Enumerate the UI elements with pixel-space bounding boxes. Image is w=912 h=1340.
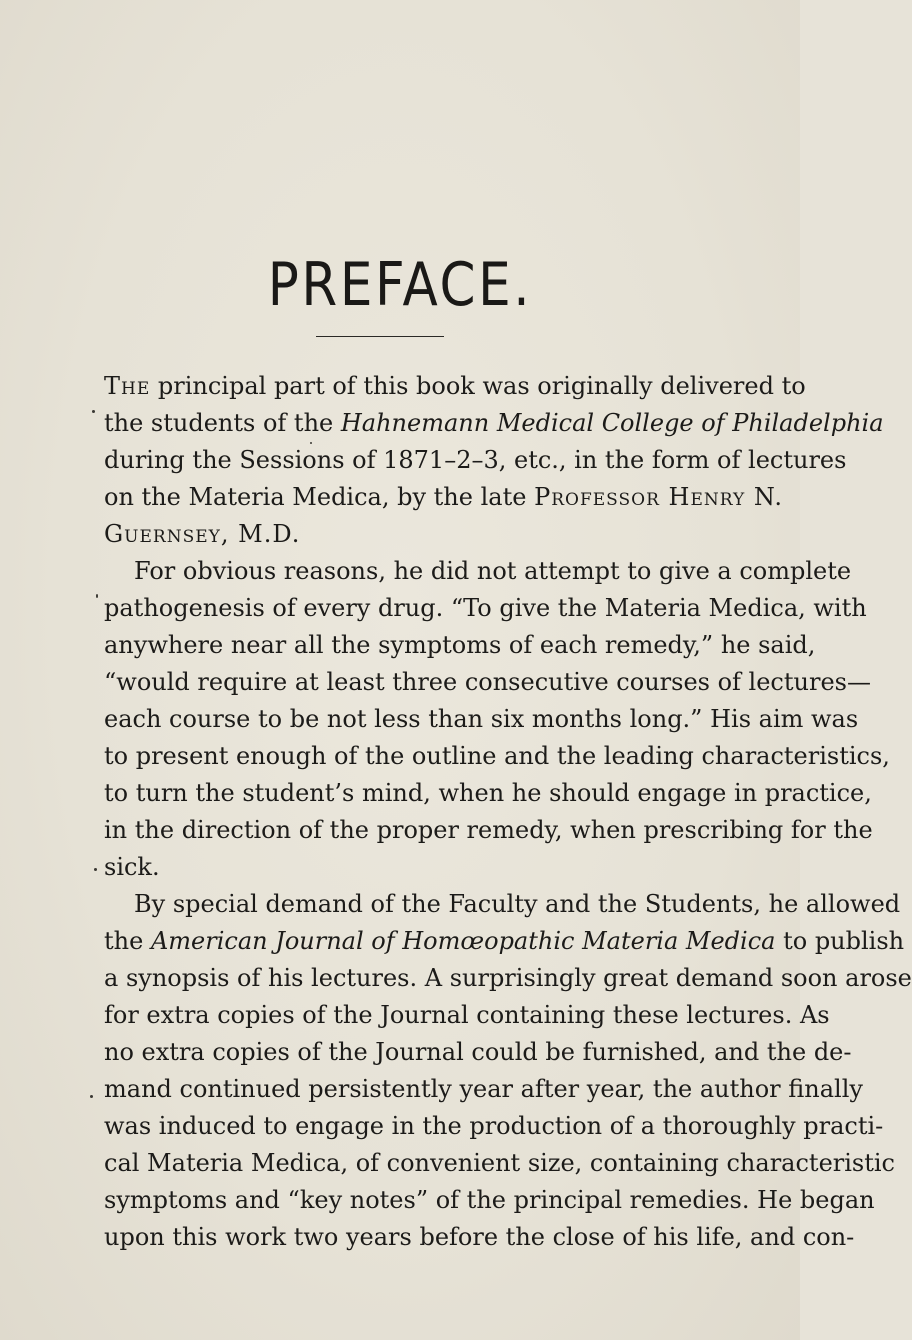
- text-line: [104, 627, 816, 664]
- text-line: [104, 1034, 852, 1071]
- text-line: [104, 442, 847, 479]
- text-run: principal part of this book was originally delivered to: [150, 372, 806, 400]
- small-caps-text: Professor Henry N.: [534, 483, 783, 511]
- text-line: [104, 812, 873, 849]
- scan-speck: [90, 1095, 93, 1098]
- text-line: [104, 886, 901, 923]
- small-caps-text: Guernsey, M.D.: [104, 520, 301, 548]
- small-caps-text: The: [104, 372, 151, 400]
- preface-body: [104, 368, 912, 1256]
- scan-speck: [96, 594, 98, 598]
- text-run: “would require at least three consecutive courses of lectures—: [104, 668, 871, 696]
- scan-speck: [94, 868, 97, 871]
- text-run: anywhere near all the symptoms of each remedy,” he said,: [104, 631, 816, 659]
- text-run: each course to be not less than six months long.” His aim was: [104, 705, 859, 733]
- text-run: mand continued persistently year after year, the author finally: [104, 1075, 863, 1103]
- text-run: for extra copies of the Journal containing these lectures. As: [104, 1001, 830, 1029]
- text-run: sick.: [104, 853, 160, 881]
- text-line: [104, 738, 890, 775]
- text-line: [104, 479, 783, 516]
- text-line: [104, 368, 806, 405]
- text-line: [104, 405, 884, 442]
- text-run: upon this work two years before the close of his life, and con-: [104, 1223, 855, 1251]
- preface-heading: PREFACE.: [267, 250, 533, 320]
- text-line: [104, 701, 859, 738]
- text-run: By special demand of the Faculty and the Students, he allowed: [134, 890, 901, 918]
- text-line: [104, 849, 740, 886]
- heading-rule: [316, 336, 444, 337]
- paragraph: [104, 553, 890, 886]
- text-run: pathogenesis of every drug. “To give the Materia Medica, with: [104, 594, 867, 622]
- text-line: [104, 775, 872, 812]
- text-line: [104, 1182, 875, 1219]
- text-run: was induced to engage in the production of a thoroughly practi-: [104, 1112, 884, 1140]
- text-run: no extra copies of the Journal could be furnished, and the de-: [104, 1038, 852, 1066]
- italic-text: American Journal of Homœopathic Materia Medica: [150, 927, 776, 955]
- text-line: [104, 960, 912, 997]
- text-run: For obvious reasons, he did not attempt to give a complete: [134, 557, 852, 585]
- text-line: [104, 1071, 863, 1108]
- text-run: in the direction of the proper remedy, when prescribing for the: [104, 816, 873, 844]
- text-run: to publish: [775, 927, 905, 955]
- text-line: [104, 1145, 895, 1182]
- paragraph: [104, 886, 912, 1256]
- text-run: the: [104, 927, 151, 955]
- text-run: a synopsis of his lectures. A surprisingly great demand soon arose: [104, 964, 912, 992]
- text-line: [104, 1219, 855, 1256]
- text-line: [104, 923, 905, 960]
- text-line: [104, 1108, 884, 1145]
- scan-speck: [310, 442, 312, 444]
- text-line: [104, 664, 871, 701]
- text-run: the students of the: [104, 409, 341, 437]
- scan-speck: [92, 410, 95, 413]
- text-line: [104, 997, 830, 1034]
- italic-text: Hahnemann Medical College of Philadelphia: [340, 409, 884, 437]
- text-run: during the Sessions of 1871–2–3, etc., in the form of lectures: [104, 446, 847, 474]
- text-line: [104, 516, 740, 553]
- text-line: [104, 553, 852, 590]
- text-line: [104, 590, 867, 627]
- text-run: cal Materia Medica, of convenient size, containing characteristic: [104, 1149, 895, 1177]
- text-run: symptoms and “key notes” of the principal remedies. He began: [104, 1186, 875, 1214]
- text-run: on the Materia Medica, by the late: [104, 483, 535, 511]
- text-run: to present enough of the outline and the leading characteristics,: [104, 742, 890, 770]
- paragraph: [104, 368, 884, 553]
- text-run: to turn the student’s mind, when he should engage in practice,: [104, 779, 872, 807]
